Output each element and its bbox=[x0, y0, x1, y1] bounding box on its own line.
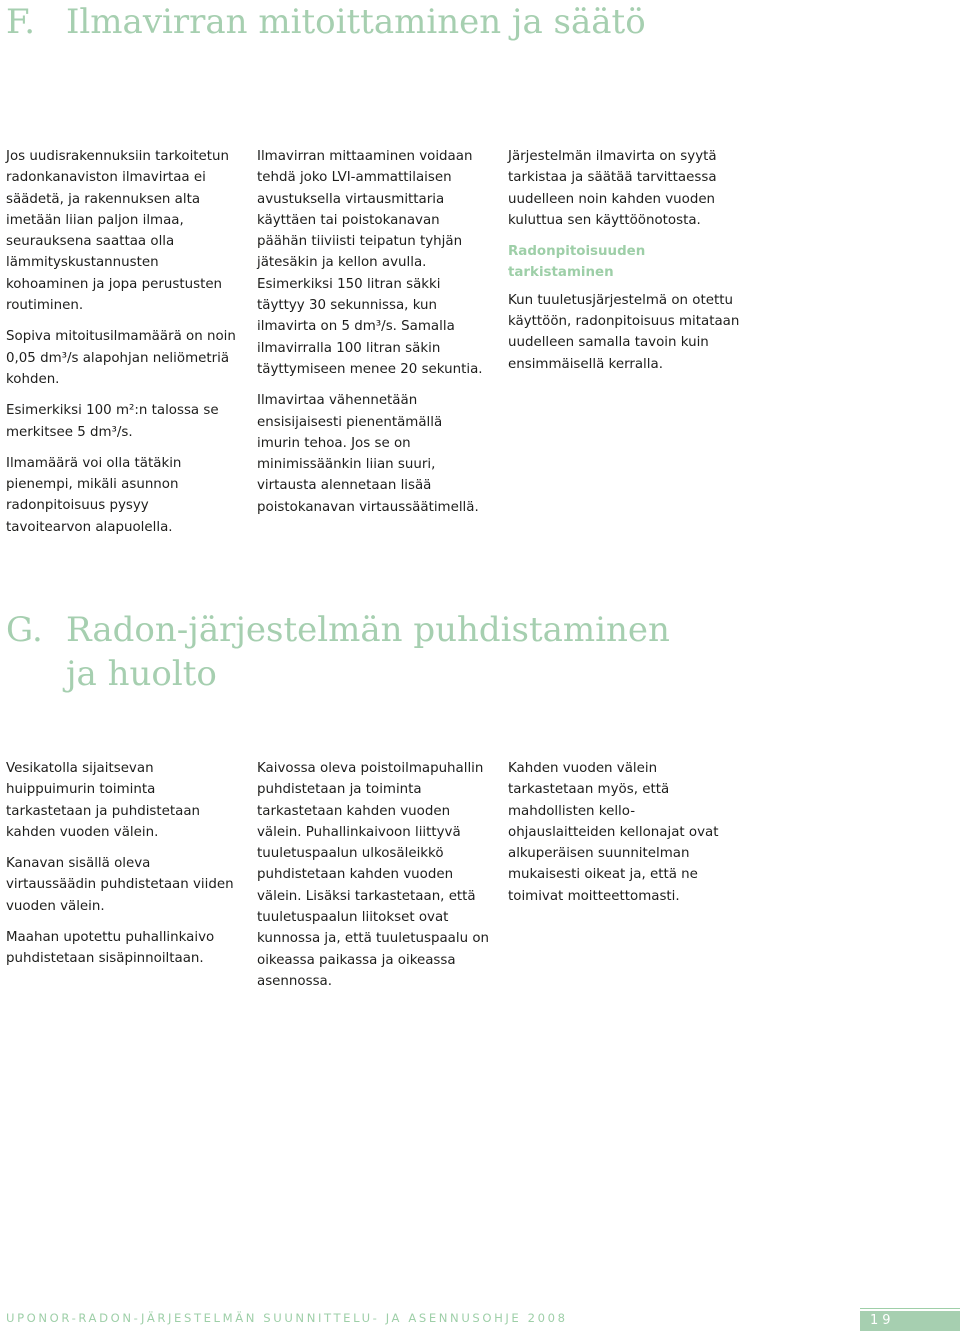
paragraph: Kahden vuoden välein tarkastetaan myös, että mahdollisten kello-ohjauslaitteiden kellonajat ovat alkuperäisen suunnitelman mukaisesti oikeat ja, että ne toimivat moitteettomasti. bbox=[508, 761, 719, 904]
section-g-letter: G. bbox=[6, 610, 43, 650]
section-f-column-1 bbox=[6, 146, 238, 548]
footer-divider bbox=[860, 1308, 960, 1309]
subheading-radon-check: Radonpitoisuuden tarkistaminen bbox=[508, 244, 646, 281]
section-g-heading bbox=[6, 608, 670, 696]
section-f-heading bbox=[6, 0, 646, 44]
section-g-title-line-1: Radon-järjestelmän puhdistaminen bbox=[66, 610, 670, 650]
footer-title: UPONOR-RADON-JÄRJESTELMÄN SUUNNITTELU- JA ASENNUSOHJE 2008 bbox=[6, 1311, 568, 1325]
paragraph: Kun tuuletusjärjestelmä on otettu käyttöön, radonpitoisuus mitataan uudelleen samalla tavoin kuin ensimmäisellä kerralla. bbox=[508, 292, 740, 372]
paragraph: Kaivossa oleva poistoilmapuhallin puhdistetaan ja toiminta tarkastetaan kahden vuoden välein. Puhallinkaivoon liittyvä tuuletuspaalun ulkosäleikkö puhdistetaan kahden vuoden välein. Lisäksi tarkastetaan, että tuuletuspaalun liitokset ovat kunnossa ja, että tuuletuspaalu on oikeassa paikassa ja oikeassa asennossa. bbox=[257, 761, 490, 989]
paragraph: Järjestelmän ilmavirta on syytä tarkistaa ja säätää tarvittaessa uudelleen noin kahden vuoden kuluttua sen käyttöönotosta. bbox=[508, 149, 717, 228]
paragraph: Vesikatolla sijaitsevan huippuimurin toiminta tarkastetaan ja puhdistetaan kahden vuoden välein. bbox=[6, 761, 201, 840]
paragraph: Kanavan sisällä oleva virtaussäädin puhdistetaan viiden vuoden välein. bbox=[6, 856, 234, 914]
section-g-title-line-2: ja huolto bbox=[66, 654, 217, 694]
paragraph: Ilmavirtaa vähennetään ensisijaisesti pienentämällä imurin tehoa. Jos se on minimissäänkin liian suuri, virtausta alennetaan lisää poistokanavan virtaussäätimellä. bbox=[257, 393, 479, 515]
section-f-letter: F. bbox=[6, 2, 36, 42]
section-f-column-2 bbox=[257, 146, 489, 528]
paragraph: Sopiva mitoitusilmamäärä on noin 0,05 dm³/s alapohjan neliömetriä kohden. bbox=[6, 329, 236, 387]
section-f-column-3 bbox=[508, 146, 740, 385]
section-g-column-1 bbox=[6, 758, 238, 980]
paragraph: Ilmamäärä voi olla tätäkin pienempi, mikäli asunnon radonpitoisuus pysyy tavoitearvon alapuolella. bbox=[6, 455, 182, 535]
paragraph: Esimerkiksi 100 m²:n talossa se merkitsee 5 dm³/s. bbox=[6, 403, 219, 440]
section-g-title bbox=[66, 608, 670, 696]
section-g-column-3 bbox=[508, 758, 740, 917]
section-g-column-2 bbox=[257, 758, 489, 1002]
paragraph: Jos uudisrakennuksiin tarkoitetun radonkanaviston ilmavirtaa ei säädetä, ja rakennuksen alta imetään liian paljon ilmaa, seurauksena saattaa olla lämmityskustannusten kohoaminen ja jopa perustusten routiminen. bbox=[6, 149, 230, 314]
section-f-title: Ilmavirran mitoittaminen ja säätö bbox=[66, 2, 646, 42]
page-number: 19 bbox=[860, 1311, 960, 1331]
paragraph: Maahan upotettu puhallinkaivo puhdistetaan sisäpinnoiltaan. bbox=[6, 930, 215, 967]
paragraph: Ilmavirran mittaaminen voidaan tehdä joko LVI-ammattilaisen avustuksella virtausmittaria käyttäen tai poistokanavan päähän tiiviisti teipatun tyhjän jätesäkin ja kellon avulla. Esimerkiksi 150 litran säkki täyttyy 30 sekunnissa, kun ilmavirta on 5 dm³/s. Samalla ilmavirralla 100 litran säkin täyttymiseen menee 20 sekuntia. bbox=[257, 149, 483, 377]
